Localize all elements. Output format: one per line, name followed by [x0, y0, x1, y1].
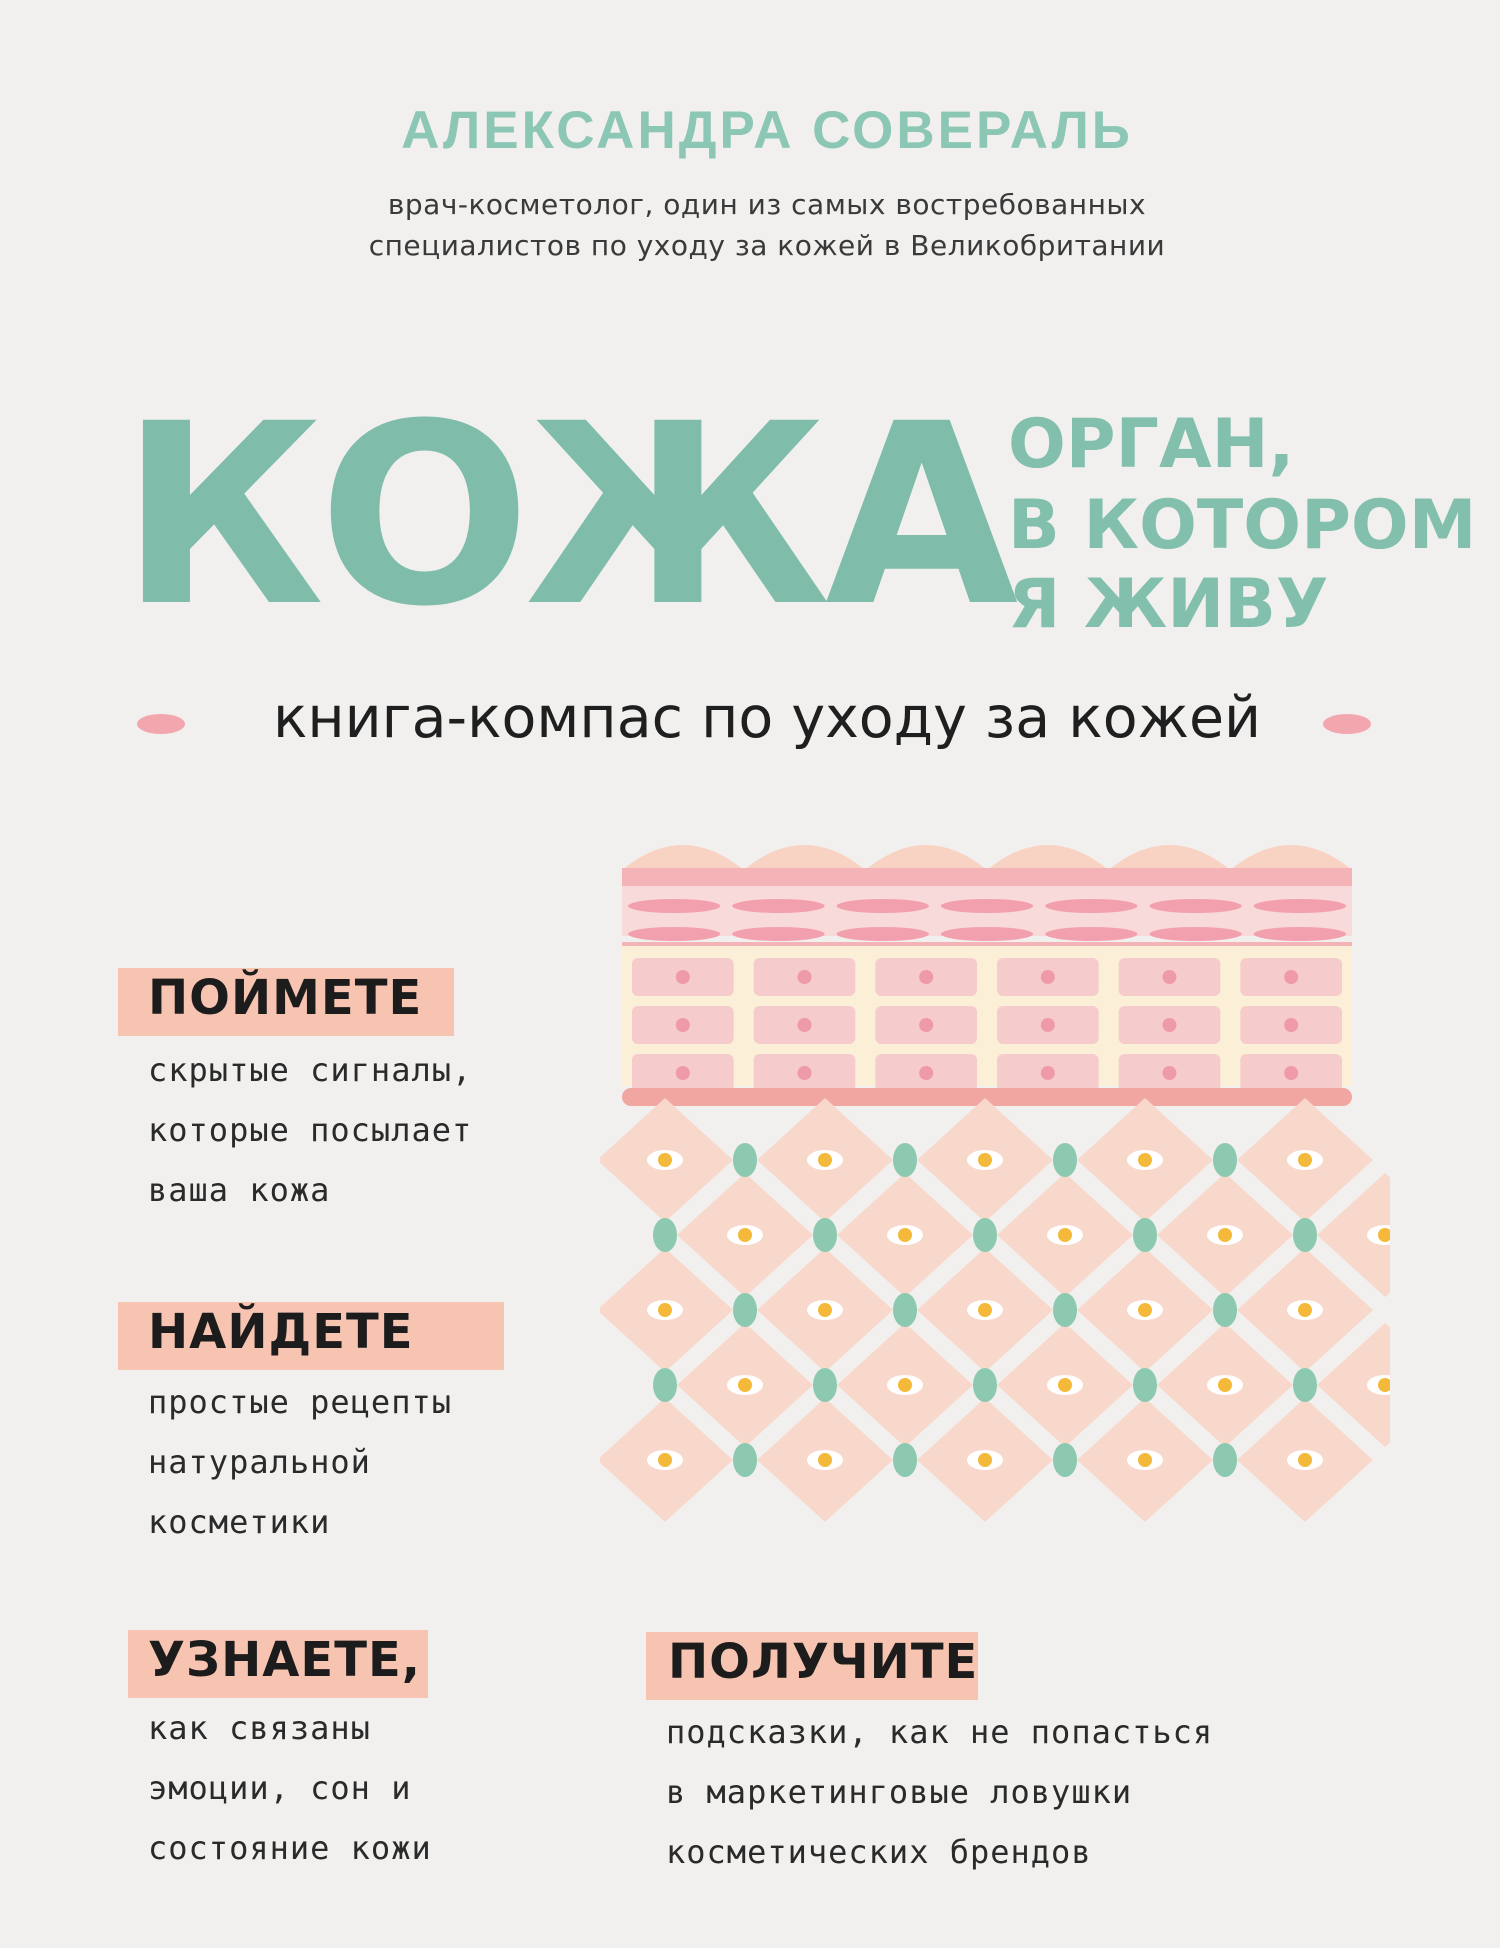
- cell-yellow-dot: [818, 1453, 832, 1467]
- keratinocyte-oval: [1045, 927, 1137, 941]
- cell-yellow-dot: [738, 1228, 752, 1242]
- cell-yellow-dot: [1298, 1303, 1312, 1317]
- fibroblast-green: [1213, 1443, 1237, 1477]
- keratinocyte-oval: [837, 899, 929, 913]
- surface-bump: [744, 845, 866, 870]
- fibroblast-green: [893, 1293, 917, 1327]
- cell-nucleus: [1041, 1018, 1055, 1032]
- fibroblast-green: [893, 1143, 917, 1177]
- keratinocyte-oval: [732, 899, 824, 913]
- fibroblast-green: [653, 1368, 677, 1402]
- fibroblast-green: [653, 1218, 677, 1252]
- cell-yellow-dot: [978, 1453, 992, 1467]
- fibroblast-green: [813, 1368, 837, 1402]
- cell-nucleus: [798, 970, 812, 984]
- fibroblast-green: [1053, 1293, 1077, 1327]
- cell-nucleus: [1284, 970, 1298, 984]
- cell-yellow-dot: [818, 1303, 832, 1317]
- keratinocyte-oval: [941, 899, 1033, 913]
- feature-2-line-2: натуральной: [148, 1443, 371, 1481]
- cell-yellow-dot: [1218, 1378, 1232, 1392]
- cell-yellow-dot: [1058, 1378, 1072, 1392]
- cell-nucleus: [919, 970, 933, 984]
- feature-3-line-2: эмоции, сон и: [148, 1769, 412, 1807]
- cell-nucleus: [1284, 1018, 1298, 1032]
- keratinocyte-oval: [1045, 899, 1137, 913]
- cell-nucleus: [676, 1066, 690, 1080]
- cell-nucleus: [919, 1066, 933, 1080]
- surface-bump: [622, 845, 744, 870]
- cell-nucleus: [1163, 1018, 1177, 1032]
- feature-heading-4: ПОЛУЧИТЕ: [668, 1634, 979, 1690]
- surface-bump: [987, 845, 1109, 870]
- keratinocyte-oval: [1149, 927, 1241, 941]
- cell-yellow-dot: [978, 1303, 992, 1317]
- fibroblast-green: [1293, 1368, 1317, 1402]
- author-name: АЛЕКСАНДРА СОВЕРАЛЬ: [401, 101, 1133, 160]
- feature-4-line-1: подсказки, как не попасться: [666, 1713, 1214, 1751]
- cell-yellow-dot: [658, 1153, 672, 1167]
- cell-nucleus: [919, 1018, 933, 1032]
- cell-yellow-dot: [818, 1153, 832, 1167]
- cell-nucleus: [798, 1018, 812, 1032]
- fibroblast-green: [813, 1218, 837, 1252]
- fibroblast-green: [973, 1218, 997, 1252]
- fibroblast-green: [1053, 1143, 1077, 1177]
- fibroblast-green: [973, 1368, 997, 1402]
- layer-divider: [622, 942, 1352, 946]
- feature-2-line-1: простые рецепты: [148, 1383, 452, 1421]
- feature-1-line-1: скрытые сигналы,: [148, 1051, 473, 1089]
- fibroblast-green: [1133, 1368, 1157, 1402]
- author-description-line-1: врач-косметолог, один из самых востребованных: [387, 188, 1147, 221]
- cell-yellow-dot: [738, 1378, 752, 1392]
- fibroblast-green: [1293, 1218, 1317, 1252]
- feature-heading-1: ПОЙМЕТЕ: [148, 970, 423, 1026]
- surface-bump: [1230, 845, 1352, 870]
- cell-nucleus: [1284, 1066, 1298, 1080]
- surface-bump: [865, 845, 987, 870]
- keratinocyte-oval: [941, 927, 1033, 941]
- cell-nucleus: [1041, 970, 1055, 984]
- feature-3-line-1: как связаны: [148, 1709, 371, 1747]
- book-title: КОЖА: [120, 370, 1013, 661]
- fibroblast-green: [733, 1143, 757, 1177]
- cell-yellow-dot: [658, 1303, 672, 1317]
- cell-nucleus: [676, 1018, 690, 1032]
- fibroblast-green: [893, 1443, 917, 1477]
- feature-2-line-3: косметики: [148, 1503, 331, 1541]
- feature-heading-2: НАЙДЕТЕ: [148, 1304, 414, 1360]
- feature-1-line-2: которые посылает: [148, 1111, 473, 1149]
- keratinocyte-oval: [732, 927, 824, 941]
- cell-yellow-dot: [1138, 1303, 1152, 1317]
- feature-4-line-2: в маркетинговые ловушки: [666, 1773, 1133, 1811]
- cell-nucleus: [1041, 1066, 1055, 1080]
- cell-yellow-dot: [658, 1453, 672, 1467]
- fibroblast-green: [1053, 1443, 1077, 1477]
- cell-yellow-dot: [1298, 1453, 1312, 1467]
- cell-yellow-dot: [1218, 1228, 1232, 1242]
- fibroblast-green: [733, 1293, 757, 1327]
- author-description-line-2: специалистов по уходу за кожей в Великобритании: [368, 229, 1166, 262]
- book-subtitle: книга-компас по уходу за кожей: [272, 685, 1262, 751]
- feature-1-line-3: ваша кожа: [148, 1171, 331, 1209]
- skin-layers-illustration: [600, 830, 1390, 1540]
- cell-yellow-dot: [1138, 1153, 1152, 1167]
- fibroblast-green: [1133, 1218, 1157, 1252]
- keratinocyte-oval: [837, 927, 929, 941]
- tagline-line-1: ОРГАН,: [1008, 405, 1295, 484]
- tagline-line-2: В КОТОРОМ: [1008, 486, 1477, 565]
- fibroblast-green: [1213, 1293, 1237, 1327]
- feature-heading-3: УЗНАЕТЕ,: [148, 1632, 421, 1688]
- fibroblast-green: [1213, 1143, 1237, 1177]
- keratinocyte-oval: [1254, 927, 1346, 941]
- keratinocyte-oval: [628, 899, 720, 913]
- cell-nucleus: [676, 970, 690, 984]
- cell-yellow-dot: [1138, 1453, 1152, 1467]
- cell-yellow-dot: [1058, 1228, 1072, 1242]
- cell-yellow-dot: [898, 1228, 912, 1242]
- cell-nucleus: [1163, 1066, 1177, 1080]
- cell-nucleus: [1163, 970, 1177, 984]
- surface-bump: [1109, 845, 1231, 870]
- feature-3-line-3: состояние кожи: [148, 1829, 432, 1867]
- cell-yellow-dot: [898, 1378, 912, 1392]
- cell-yellow-dot: [1298, 1153, 1312, 1167]
- cell-nucleus: [798, 1066, 812, 1080]
- feature-4-line-3: косметических брендов: [666, 1833, 1092, 1871]
- tagline-line-3: Я ЖИВУ: [1008, 565, 1329, 644]
- decorative-dot-right: [1323, 714, 1371, 734]
- cell-yellow-dot: [978, 1153, 992, 1167]
- keratinocyte-oval: [1149, 899, 1241, 913]
- keratinocyte-oval: [1254, 899, 1346, 913]
- stratum-corneum-band: [622, 868, 1352, 886]
- keratinocyte-oval: [628, 927, 720, 941]
- fibroblast-green: [733, 1443, 757, 1477]
